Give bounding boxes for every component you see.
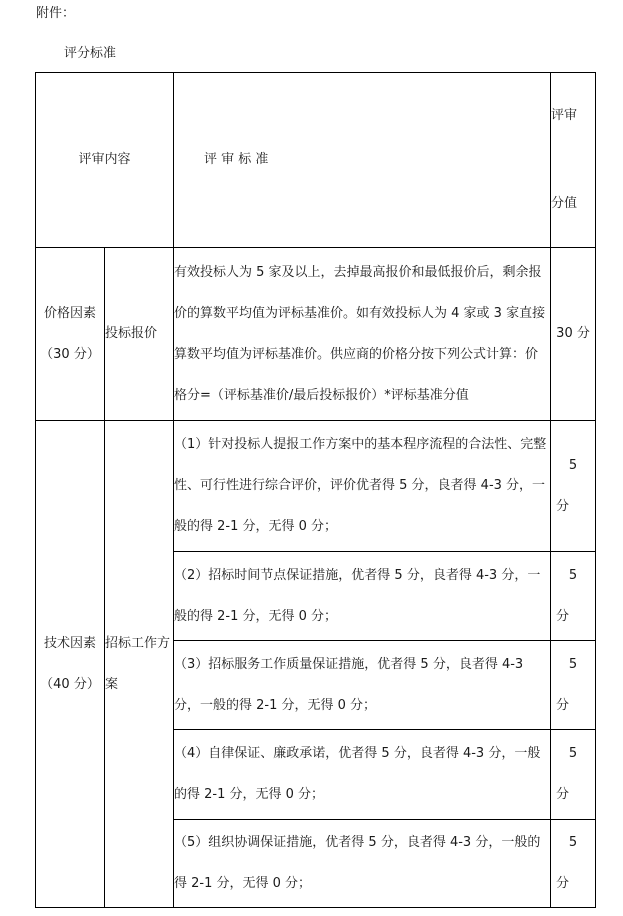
tech-criteria-cell bbox=[174, 730, 551, 819]
tech-criteria-text: （5）组织协调保证措施，优者得 5 分，良者得 4-3 分，一般的得 2-1 分，无得 0 分； bbox=[174, 835, 541, 892]
attachment-label: 附件： bbox=[36, 6, 76, 21]
header-content bbox=[36, 73, 174, 248]
tech-score-value: 5 bbox=[568, 657, 578, 673]
tech-score-unit: 分 bbox=[556, 787, 570, 803]
page-title: 评分标准 bbox=[64, 46, 117, 61]
tech-score-unit: 分 bbox=[556, 876, 570, 892]
header-score-top: 评审 bbox=[551, 107, 578, 123]
tech-row-1 bbox=[36, 421, 596, 551]
price-item-label: 投标报价 bbox=[105, 326, 158, 342]
tech-score-value: 5 bbox=[568, 746, 578, 762]
tech-score-value: 5 bbox=[568, 835, 578, 851]
price-row bbox=[36, 247, 596, 421]
price-factor-cell bbox=[36, 247, 105, 421]
header-standard-label: 评 审 标 准 bbox=[204, 151, 269, 167]
header-score-bottom: 分值 bbox=[551, 195, 578, 211]
tech-score-value: 5 bbox=[568, 567, 578, 583]
price-score: 30 分 bbox=[556, 326, 590, 342]
price-factor-points: （30 分） bbox=[40, 346, 100, 362]
header-content-label: 评审内容 bbox=[78, 151, 131, 167]
tech-criteria-cell bbox=[174, 641, 551, 730]
tech-factor-label: 技术因素 bbox=[43, 636, 96, 652]
tech-criteria-text: （4）自律保证、廉政承诺，优者得 5 分，良者得 4-3 分，一般的得 2-1 分，无得 0 分； bbox=[174, 746, 541, 803]
price-item-cell bbox=[105, 247, 174, 421]
tech-criteria-cell bbox=[174, 819, 551, 907]
tech-score-cell bbox=[551, 421, 596, 551]
price-score-cell bbox=[551, 247, 596, 421]
tech-item-cell bbox=[105, 421, 174, 908]
tech-factor-points: （40 分） bbox=[40, 677, 100, 693]
tech-item-label: 招标工作方案 bbox=[105, 636, 171, 693]
tech-score-value: 5 bbox=[568, 457, 578, 473]
tech-score-unit: 分 bbox=[556, 698, 570, 714]
tech-score-cell bbox=[551, 730, 596, 819]
header-score bbox=[551, 73, 596, 248]
tech-criteria-cell bbox=[174, 421, 551, 551]
tech-score-cell bbox=[551, 551, 596, 640]
scoring-table bbox=[35, 72, 596, 908]
header-row bbox=[36, 73, 596, 248]
tech-score-unit: 分 bbox=[556, 498, 570, 514]
tech-criteria-text: （3）招标服务工作质量保证措施，优者得 5 分，良者得 4-3 分，一般的得 2-1 分，无得 0 分； bbox=[174, 657, 524, 714]
tech-score-unit: 分 bbox=[556, 608, 570, 624]
tech-score-cell bbox=[551, 641, 596, 730]
price-criteria-text: 有效投标人为 5 家及以上，去掉最高报价和最低报价后，剩余报价的算数平均值为评标基准价。如有效投标人为 4 家或 3 家直接算数平均值为评标基准价。供应商的价格分按下列公式计算：价格分=（评标基准价/最后投标报价）*评标基准分值 bbox=[174, 264, 546, 403]
tech-score-cell bbox=[551, 819, 596, 907]
tech-criteria-cell bbox=[174, 551, 551, 640]
tech-criteria-text: （1）针对投标人提报工作方案中的基本程序流程的合法性、完整性、可行性进行综合评价，评价优者得 5 分，良者得 4-3 分，一般的得 2-1 分，无得 0 分； bbox=[174, 437, 547, 535]
tech-criteria-text: （2）招标时间节点保证措施，优者得 5 分，良者得 4-3 分，一般的得 2-1 分，无得 0 分； bbox=[174, 567, 541, 624]
header-standard bbox=[174, 73, 551, 248]
tech-factor-cell bbox=[36, 421, 105, 908]
price-criteria-cell bbox=[174, 247, 551, 421]
price-factor-label: 价格因素 bbox=[43, 305, 96, 321]
